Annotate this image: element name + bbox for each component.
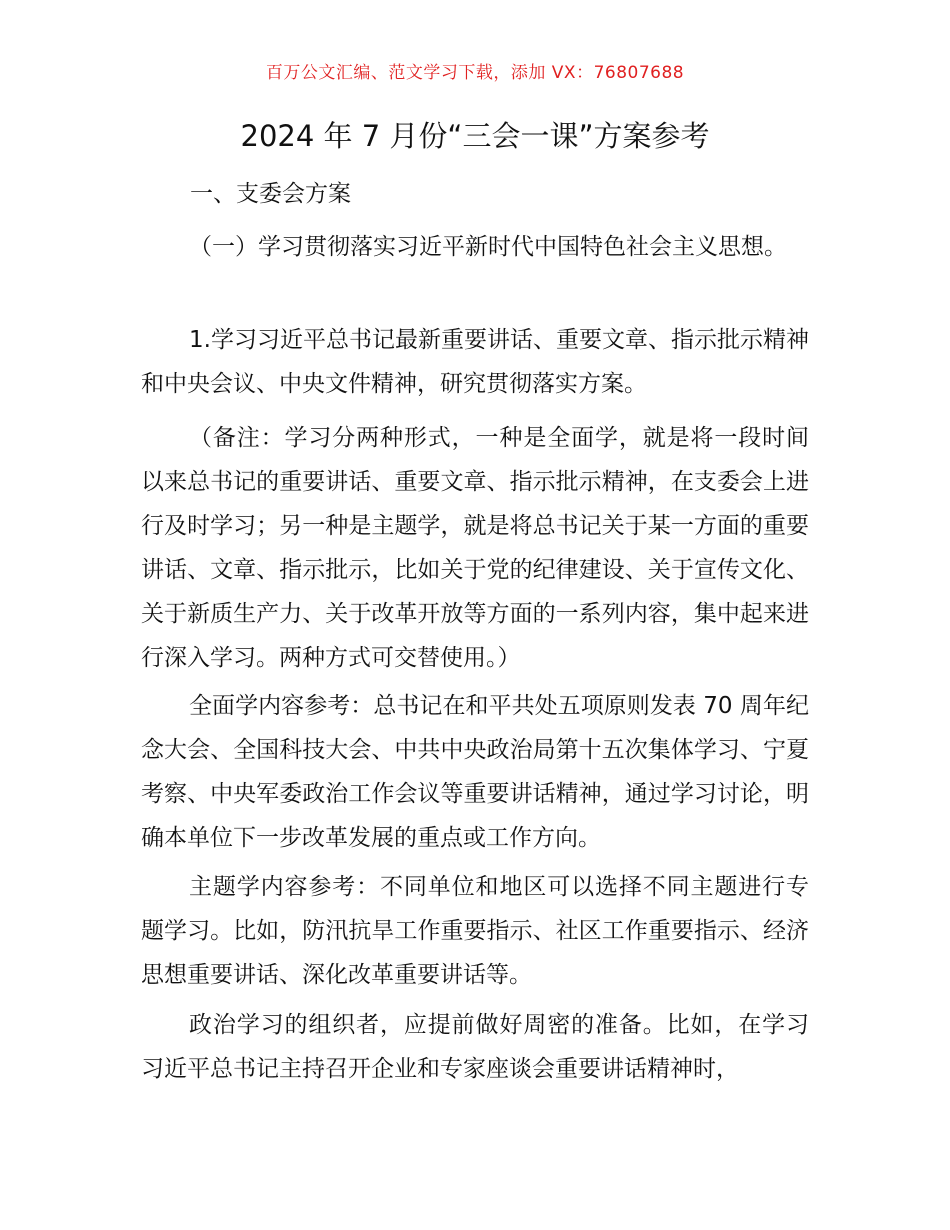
header-watermark-link[interactable]: 百万公文汇编、范文学习下载，添加 VX：76807688 — [265, 63, 685, 83]
paragraph-comprehensive-study: 全面学内容参考：总书记在和平共处五项原则发表 70 周年纪念大会、全国科技大会、中共中央政治局第十五次集体学习、宁夏考察、中央军委政治工作会议等重要讲话精神，通过学习讨论，明确本单位下一步改革发展的重点或工作方向。 — [141, 693, 809, 851]
document-title: 2024 年 7 月份“三会一课”方案参考 — [240, 119, 710, 153]
paragraph-study-thought: （一）学习贯彻落实习近平新时代中国特色社会主义思想。 — [189, 234, 787, 260]
paragraph-study-speeches: 1.学习习近平总书记最新重要讲话、重要文章、指示批示精神和中央会议、中央文件精神，研究贯彻落实方案。 — [141, 327, 809, 397]
section-heading: 一、支委会方案 — [190, 181, 351, 207]
paragraph-thematic-study: 主题学内容参考：不同单位和地区可以选择不同主题进行专题学习。比如，防汛抗旱工作重要指示、社区工作重要指示、经济思想重要讲话、深化改革重要讲话等。 — [141, 874, 809, 988]
paragraph-organizer: 政治学习的组织者，应提前做好周密的准备。比如，在学习习近平总书记主持召开企业和专家座谈会重要讲话精神时， — [141, 1012, 809, 1082]
paragraph-remark: （备注：学习分两种形式，一种是全面学，就是将一段时间以来总书记的重要讲话、重要文章、指示批示精神，在支委会上进行及时学习；另一种是主题学，就是将总书记关于某一方面的重要讲话、文章、指示批示，比如关于党的纪律建设、关于宣传文化、关于新质生产力、关于改革开放等方面的一系列内容，集中起来进行深入学习。两种方式可交替使用。） — [141, 425, 809, 671]
